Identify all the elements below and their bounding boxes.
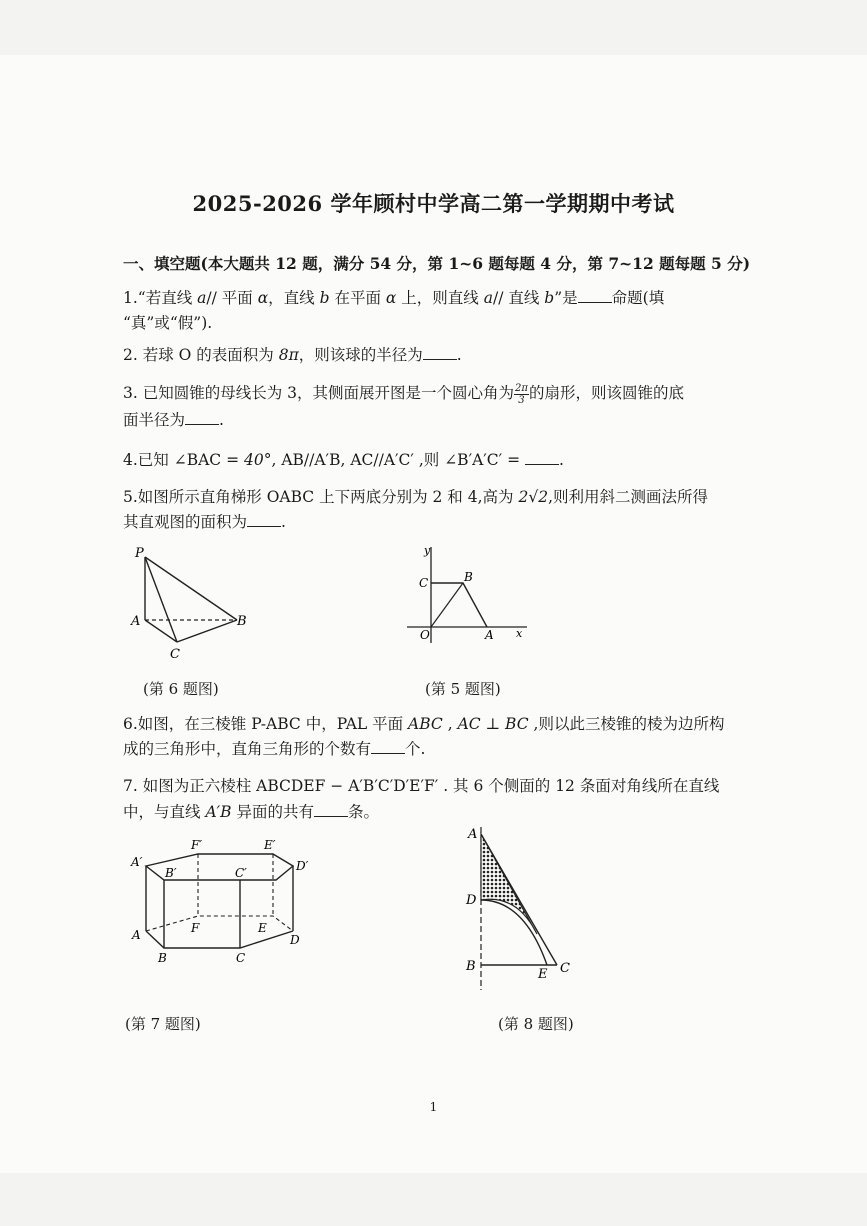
section-heading: 一、填空题(本大题共 12 题，满分 54 分，第 1~6 题每题 4 分，第 7~12 题每题 5 分) <box>123 254 751 273</box>
question-6-line1: 6.如图，在三棱锥 P-ABC 中，PAL 平面 ABC , AC ⊥ BC ,则以此三棱锥的棱为边所构 <box>123 715 725 733</box>
label-O: O <box>420 628 430 642</box>
answer-blank[interactable] <box>371 739 405 754</box>
question-5-line1: 5.如图所示直角梯形 OABC 上下两底分别为 2 和 4,高为 2√2,则利用斜二测画法所得 <box>123 488 708 506</box>
label-E: E <box>538 967 548 982</box>
label-C: C <box>170 647 180 662</box>
label-C: C <box>560 961 570 976</box>
label-F-prime: F′ <box>191 838 203 852</box>
label-B-prime: B′ <box>165 866 177 880</box>
label-A-prime: A′ <box>131 855 143 869</box>
answer-blank[interactable] <box>247 512 281 527</box>
label-C-prime: C′ <box>235 866 247 880</box>
page-number: 1 <box>429 1100 438 1114</box>
figure-8-shaded-region <box>462 822 582 994</box>
label-A: A <box>132 928 141 942</box>
answer-blank[interactable] <box>185 410 219 425</box>
question-2: 2. 若球 O 的表面积为 8π，则该球的半径为 . <box>123 346 462 364</box>
label-C: C <box>419 576 429 590</box>
answer-blank[interactable] <box>423 345 457 360</box>
figure-8-caption: (第 8 题图) <box>498 1015 574 1033</box>
label-A: A <box>468 827 478 842</box>
label-B: B <box>464 570 473 584</box>
label-x: x <box>516 627 523 640</box>
answer-blank[interactable] <box>314 802 348 817</box>
label-B: B <box>466 959 476 974</box>
question-1-line2: “真”或“假”). <box>123 314 213 332</box>
label-A: A <box>485 628 494 642</box>
label-C: C <box>236 951 246 965</box>
label-E-prime: E′ <box>264 838 276 852</box>
label-E: E <box>258 921 267 935</box>
label-D: D <box>466 893 477 908</box>
question-6-line2: 成的三角形中，直角三角形的个数有 个. <box>123 740 426 758</box>
label-F: F <box>191 921 200 935</box>
answer-blank[interactable] <box>578 288 612 303</box>
label-B: B <box>237 614 247 629</box>
question-7-line2: 中，与直线 A′B 异面的共有 条。 <box>123 803 379 821</box>
figure-6-pyramid <box>125 545 265 663</box>
label-A: A <box>131 614 141 629</box>
label-D-prime: D′ <box>296 859 309 873</box>
figure-5-trapezoid <box>405 543 530 648</box>
question-5-line2: 其直观图的面积为 . <box>123 513 286 531</box>
question-3-line2: 面半径为 . <box>123 411 224 429</box>
figure-5-caption: (第 5 题图) <box>425 680 501 698</box>
figure-6-caption: (第 6 题图) <box>143 680 219 698</box>
label-y: y <box>424 544 431 557</box>
figure-7-hexagonal-prism <box>128 836 318 966</box>
label-D: D <box>290 933 300 947</box>
question-1-line1: 1.“若直线 a// 平面 α，直线 b 在平面 α 上，则直线 a// 直线 b”是 命题(填 <box>123 289 665 307</box>
question-4: 4.已知 ∠BAC = 40°, AB//A′B, AC//A′C′ ,则 ∠B′A′C′ = . <box>123 451 564 469</box>
label-B: B <box>158 951 167 965</box>
question-7-line1: 7. 如图为正六棱柱 ABCDEF − A′B′C′D′E′F′ . 其 6 个侧面的 12 条面对角线所在直线 <box>123 777 720 795</box>
exam-title: 2025-2026 学年顾村中学高二第一学期期中考试 <box>192 191 675 216</box>
fraction: $\frac{2\pi}{3}$ <box>515 382 528 406</box>
question-3-line1: 3. 已知圆锥的母线长为 3，其侧面展开图是一个圆心角为 $\frac{2\pi}{3}$ 的扇形，则该圆锥的底 <box>123 382 684 406</box>
answer-blank[interactable] <box>525 450 559 465</box>
figure-7-caption: (第 7 题图) <box>125 1015 201 1033</box>
label-P: P <box>135 546 144 561</box>
